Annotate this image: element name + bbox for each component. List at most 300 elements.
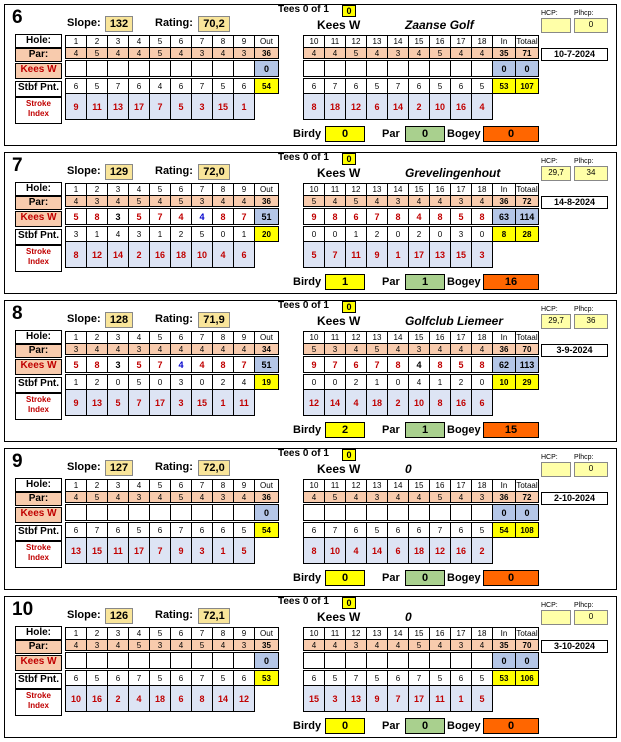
score-input[interactable]: 8 — [430, 357, 451, 373]
hole-number: 16 — [430, 36, 451, 48]
stroke-index-value: 10 — [430, 94, 451, 120]
empty-cell — [255, 94, 279, 120]
par-value: 4 — [388, 344, 409, 355]
par-value: 4 — [234, 344, 255, 355]
score-input[interactable]: 4 — [192, 209, 213, 225]
stroke-label: Stroke — [26, 691, 51, 700]
totaal-header: Totaal — [516, 481, 538, 490]
score-input[interactable]: 8 — [388, 209, 409, 225]
stableford-points: 6 — [388, 523, 409, 538]
score-input[interactable]: 4 — [409, 357, 430, 373]
score-input[interactable] — [171, 653, 192, 669]
out-header: Out — [255, 332, 279, 344]
front-nine-table — [65, 331, 279, 416]
score-input[interactable] — [304, 505, 325, 521]
stroke-index-value: 15 — [451, 242, 472, 268]
plhcp-value: 34 — [574, 166, 608, 181]
stableford-points: 6 — [234, 671, 255, 686]
out-score: 0 — [255, 653, 279, 669]
hole-number: 12 — [346, 480, 367, 492]
par-value: 3 — [192, 48, 213, 59]
stableford-points: 6 — [108, 523, 129, 538]
score-input[interactable] — [367, 61, 388, 77]
score-input[interactable]: 6 — [346, 357, 367, 373]
par-label: Par — [382, 720, 400, 732]
score-input[interactable] — [472, 505, 493, 521]
par-value: 4 — [129, 48, 150, 59]
par-label: Par — [382, 276, 400, 288]
score-input[interactable] — [367, 505, 388, 521]
par-value: 3 — [150, 640, 171, 651]
stroke-index-value: 5 — [108, 390, 129, 416]
stroke-index-value: 8 — [304, 94, 325, 120]
stroke-label: Stroke — [26, 99, 51, 108]
score-input[interactable]: 8 — [388, 357, 409, 373]
hole-number: 14 — [388, 628, 409, 640]
score-input[interactable] — [213, 61, 234, 77]
stbf-label: Stbf Pnt. — [15, 525, 62, 541]
score-input[interactable] — [430, 653, 451, 669]
hole-number: 11 — [325, 184, 346, 196]
score-input[interactable] — [451, 653, 472, 669]
score-input[interactable] — [325, 61, 346, 77]
rating-value: 71,9 — [198, 312, 230, 328]
score-input[interactable]: 8 — [430, 209, 451, 225]
hole-number: 4 — [129, 36, 150, 48]
plhcp-value: 0 — [574, 610, 608, 625]
score-input[interactable] — [171, 505, 192, 521]
hole-number: 7 — [192, 36, 213, 48]
par-value: 3 — [192, 196, 213, 207]
in-stableford: 8 — [493, 227, 516, 242]
par-count: 0 — [405, 718, 445, 734]
round-date: 10-7-2024 — [541, 48, 608, 61]
par-value: 4 — [346, 344, 367, 355]
score-input[interactable]: 8 — [87, 357, 108, 373]
stableford-points: 6 — [66, 523, 87, 538]
bogey-count: 15 — [483, 422, 539, 438]
stableford-points: 3 — [66, 227, 87, 242]
back-nine-table — [303, 331, 539, 416]
tees-value: 0 — [342, 301, 356, 313]
score-input[interactable] — [451, 505, 472, 521]
in-par: 36 — [493, 492, 516, 503]
hole-number: 12 — [346, 332, 367, 344]
stroke-index-value: 11 — [87, 94, 108, 120]
score-input[interactable]: 8 — [213, 209, 234, 225]
totaal-header: Totaal — [516, 185, 538, 194]
hole-number: 10 — [304, 480, 325, 492]
par-value: 4 — [430, 196, 451, 207]
stableford-points: 0 — [304, 227, 325, 242]
par-count: 1 — [405, 274, 445, 290]
score-input[interactable]: 8 — [325, 209, 346, 225]
stableford-points: 6 — [451, 671, 472, 686]
score-input[interactable] — [129, 653, 150, 669]
slope-label: Slope: — [67, 609, 101, 621]
score-input[interactable]: 7 — [150, 357, 171, 373]
empty-cell — [255, 390, 279, 416]
hole-number: 14 — [388, 332, 409, 344]
score-input[interactable]: 7 — [150, 209, 171, 225]
out-score: 0 — [255, 61, 279, 77]
par-value: 4 — [472, 344, 493, 355]
score-input[interactable]: 5 — [129, 357, 150, 373]
stroke-index-value: 5 — [234, 538, 255, 564]
score-input[interactable]: 9 — [304, 209, 325, 225]
in-par: 35 — [493, 640, 516, 651]
player-name: Kees W — [317, 18, 361, 32]
score-input[interactable] — [66, 505, 87, 521]
score-input[interactable] — [192, 505, 213, 521]
hcp-value — [541, 18, 571, 33]
stroke-index-value: 9 — [66, 94, 87, 120]
out-par: 36 — [255, 48, 279, 59]
score-input[interactable]: 4 — [171, 357, 192, 373]
stableford-points: 7 — [346, 671, 367, 686]
player-name: Kees W — [317, 462, 361, 476]
par-value: 3 — [325, 344, 346, 355]
score-input[interactable]: 4 — [171, 209, 192, 225]
par-value: 4 — [451, 492, 472, 503]
index-label: Index — [28, 701, 49, 710]
stroke-index-value: 2 — [472, 538, 493, 564]
hole-number: 16 — [430, 480, 451, 492]
stroke-index-value: 6 — [472, 390, 493, 416]
par-value: 4 — [472, 640, 493, 651]
stroke-index-value: 14 — [108, 242, 129, 268]
score-input[interactable] — [304, 61, 325, 77]
hole-number: 9 — [234, 184, 255, 196]
stableford-points: 0 — [388, 375, 409, 390]
score-input[interactable]: 7 — [367, 209, 388, 225]
par-value: 4 — [409, 196, 430, 207]
par-value: 4 — [367, 196, 388, 207]
par-value: 4 — [346, 492, 367, 503]
stroke-index-value: 18 — [325, 94, 346, 120]
score-input[interactable]: 4 — [409, 209, 430, 225]
stroke-label: Stroke — [26, 395, 51, 404]
stroke-index-value: 12 — [430, 538, 451, 564]
par-value: 4 — [451, 48, 472, 59]
in-header: In — [493, 332, 516, 344]
course-name: Golfclub Liemeer — [405, 314, 504, 328]
score-input[interactable] — [87, 505, 108, 521]
hole-number: 9 — [234, 332, 255, 344]
hole-number: 18 — [472, 628, 493, 640]
score-input[interactable] — [213, 653, 234, 669]
par-value: 4 — [388, 640, 409, 651]
score-input[interactable] — [346, 653, 367, 669]
hole-number: 17 — [451, 628, 472, 640]
stableford-points: 7 — [409, 671, 430, 686]
stableford-points: 7 — [325, 523, 346, 538]
score-input[interactable] — [150, 61, 171, 77]
empty-cell — [255, 242, 279, 268]
stroke-index-value: 7 — [388, 686, 409, 712]
score-input[interactable] — [409, 61, 430, 77]
index-label: Index — [28, 405, 49, 414]
score-input[interactable] — [388, 505, 409, 521]
score-input[interactable]: 8 — [213, 357, 234, 373]
hcp-label: HCP: — [541, 602, 558, 609]
score-input[interactable] — [87, 61, 108, 77]
score-input[interactable] — [171, 61, 192, 77]
score-input[interactable]: 3 — [108, 357, 129, 373]
score-input[interactable]: 4 — [192, 357, 213, 373]
hole-number: 1 — [66, 36, 87, 48]
out-score: 51 — [255, 357, 279, 373]
par-value: 3 — [66, 344, 87, 355]
birdy-label: Birdy — [293, 720, 322, 732]
hole-number: 4 — [129, 480, 150, 492]
par-value: 5 — [192, 640, 213, 651]
stableford-points: 0 — [472, 227, 493, 242]
stableford-points: 5 — [367, 671, 388, 686]
stroke-index-value: 15 — [87, 538, 108, 564]
round-number: 7 — [12, 155, 23, 176]
score-input[interactable] — [108, 61, 129, 77]
stroke-index-value: 4 — [346, 538, 367, 564]
slope-value: 127 — [105, 460, 133, 476]
stableford-points: 2 — [409, 227, 430, 242]
par-value: 5 — [325, 492, 346, 503]
score-input[interactable]: 5 — [451, 357, 472, 373]
hole-number: 8 — [213, 184, 234, 196]
hole-number: 15 — [409, 332, 430, 344]
hole-number: 6 — [171, 332, 192, 344]
score-input[interactable]: 5 — [66, 209, 87, 225]
score-input[interactable]: 9 — [304, 357, 325, 373]
front-nine-table — [65, 35, 279, 120]
hole-number: 15 — [409, 184, 430, 196]
stableford-points: 7 — [129, 671, 150, 686]
stroke-index-value: 3 — [325, 686, 346, 712]
stroke-index-value: 11 — [430, 686, 451, 712]
slope-label: Slope: — [67, 17, 101, 29]
score-input[interactable]: 7 — [234, 357, 255, 373]
stableford-points: 5 — [213, 79, 234, 94]
stroke-index-value: 1 — [213, 390, 234, 416]
bogey-label: Bogey — [447, 720, 481, 732]
stroke-index-value: 3 — [192, 94, 213, 120]
stroke-index-value: 3 — [192, 538, 213, 564]
par-value: 4 — [472, 196, 493, 207]
player-row-label: Kees W — [15, 507, 62, 523]
par-value: 5 — [430, 48, 451, 59]
total-stableford: 29 — [516, 375, 539, 390]
score-input[interactable] — [66, 653, 87, 669]
score-input[interactable] — [409, 653, 430, 669]
stableford-points: 5 — [234, 523, 255, 538]
score-input[interactable] — [472, 61, 493, 77]
stroke-index-value: 7 — [150, 94, 171, 120]
score-input[interactable]: 6 — [346, 209, 367, 225]
par-value: 4 — [367, 48, 388, 59]
hole-number: 13 — [367, 480, 388, 492]
tees-value: 0 — [342, 153, 356, 165]
scorecard — [4, 4, 617, 146]
stroke-index-value: 14 — [325, 390, 346, 416]
in-stableford: 53 — [493, 671, 516, 686]
hole-number: 9 — [234, 36, 255, 48]
par-value: 4 — [66, 640, 87, 651]
back-nine-table — [303, 35, 539, 120]
score-input[interactable] — [87, 653, 108, 669]
stroke-index-value: 4 — [346, 390, 367, 416]
score-input[interactable] — [325, 505, 346, 521]
score-input[interactable]: 7 — [234, 209, 255, 225]
score-input[interactable] — [150, 505, 171, 521]
round-date: 2-10-2024 — [541, 492, 608, 505]
out-header: Out — [255, 628, 279, 640]
plhcp-value: 0 — [574, 18, 608, 33]
slope-label: Slope: — [67, 461, 101, 473]
par-value: 5 — [346, 196, 367, 207]
birdy-label: Birdy — [293, 128, 322, 140]
par-value: 3 — [451, 196, 472, 207]
hole-number: 6 — [171, 36, 192, 48]
score-input[interactable] — [409, 505, 430, 521]
bogey-count: 0 — [483, 718, 539, 734]
stableford-points: 0 — [325, 375, 346, 390]
par-value: 4 — [192, 492, 213, 503]
tees-label: Tees 0 of 1 — [278, 448, 329, 459]
par-label: Par: — [15, 196, 62, 210]
hole-number: 8 — [213, 332, 234, 344]
hole-label: Hole: — [15, 478, 62, 492]
bogey-label: Bogey — [447, 276, 481, 288]
in-score: 63 — [493, 209, 516, 225]
hole-number: 11 — [325, 628, 346, 640]
stableford-points: 5 — [325, 671, 346, 686]
out-score: 51 — [255, 209, 279, 225]
score-input[interactable] — [66, 61, 87, 77]
score-input[interactable] — [129, 505, 150, 521]
score-input[interactable]: 8 — [472, 209, 493, 225]
stableford-points: 5 — [129, 375, 150, 390]
stroke-index-value: 10 — [66, 686, 87, 712]
totaal-header: Totaal — [516, 333, 538, 342]
in-par: 36 — [493, 196, 516, 207]
score-input[interactable] — [388, 61, 409, 77]
score-input[interactable]: 8 — [472, 357, 493, 373]
score-input[interactable] — [192, 61, 213, 77]
score-input[interactable] — [304, 653, 325, 669]
stableford-points: 6 — [66, 79, 87, 94]
hole-number: 18 — [472, 332, 493, 344]
birdy-count: 2 — [325, 422, 365, 438]
par-value: 4 — [451, 344, 472, 355]
stableford-points: 0 — [325, 227, 346, 242]
par-count: 1 — [405, 422, 445, 438]
score-input[interactable] — [472, 653, 493, 669]
player-name: Kees W — [317, 166, 361, 180]
birdy-count: 1 — [325, 274, 365, 290]
stableford-points: 0 — [430, 227, 451, 242]
in-header: In — [493, 184, 516, 196]
stbf-label: Stbf Pnt. — [15, 377, 62, 393]
score-input[interactable]: 7 — [367, 357, 388, 373]
score-input[interactable] — [234, 61, 255, 77]
stroke-index-value: 2 — [129, 242, 150, 268]
round-date: 3-9-2024 — [541, 344, 608, 357]
score-input[interactable] — [430, 505, 451, 521]
stroke-index-value: 9 — [367, 242, 388, 268]
score-input[interactable]: 8 — [87, 209, 108, 225]
score-input[interactable] — [108, 505, 129, 521]
par-value: 5 — [304, 344, 325, 355]
stroke-index-value: 10 — [325, 538, 346, 564]
par-value: 3 — [129, 492, 150, 503]
score-input[interactable]: 7 — [325, 357, 346, 373]
scorecard — [4, 152, 617, 294]
score-input[interactable] — [325, 653, 346, 669]
score-input[interactable]: 5 — [451, 209, 472, 225]
stableford-points: 5 — [367, 523, 388, 538]
in-stableford: 54 — [493, 523, 516, 538]
hcp-label: HCP: — [541, 158, 558, 165]
hole-number: 3 — [108, 332, 129, 344]
back-nine-table — [303, 183, 539, 268]
hole-label: Hole: — [15, 182, 62, 196]
stableford-points: 5 — [430, 671, 451, 686]
score-input[interactable]: 5 — [129, 209, 150, 225]
par-value: 4 — [192, 344, 213, 355]
par-value: 4 — [430, 344, 451, 355]
par-value: 5 — [346, 48, 367, 59]
score-input[interactable] — [346, 61, 367, 77]
hole-number: 17 — [451, 36, 472, 48]
score-input[interactable] — [129, 61, 150, 77]
hole-number: 3 — [108, 628, 129, 640]
score-input[interactable] — [108, 653, 129, 669]
score-input[interactable] — [192, 653, 213, 669]
in-par: 36 — [493, 344, 516, 355]
score-input[interactable] — [451, 61, 472, 77]
hcp-label: HCP: — [541, 306, 558, 313]
hole-number: 4 — [129, 184, 150, 196]
hole-number: 8 — [213, 36, 234, 48]
par-value: 4 — [150, 196, 171, 207]
stroke-index-value: 3 — [472, 242, 493, 268]
stroke-index-label — [15, 245, 62, 272]
player-row-label: Kees W — [15, 359, 62, 375]
hole-number: 11 — [325, 36, 346, 48]
hole-number: 13 — [367, 628, 388, 640]
score-input[interactable] — [367, 653, 388, 669]
score-input[interactable]: 3 — [108, 209, 129, 225]
score-input[interactable] — [234, 653, 255, 669]
par-value: 5 — [171, 196, 192, 207]
stroke-index-value: 15 — [213, 94, 234, 120]
stableford-points: 6 — [108, 671, 129, 686]
stroke-index-value: 2 — [108, 686, 129, 712]
score-input[interactable] — [150, 653, 171, 669]
out-stableford: 53 — [255, 671, 279, 686]
bogey-count: 0 — [483, 570, 539, 586]
score-input[interactable] — [430, 61, 451, 77]
birdy-count: 0 — [325, 718, 365, 734]
score-input[interactable] — [234, 505, 255, 521]
score-input[interactable] — [346, 505, 367, 521]
stroke-index-value: 1 — [388, 242, 409, 268]
score-input[interactable] — [388, 653, 409, 669]
score-input[interactable] — [213, 505, 234, 521]
total-score: 113 — [516, 357, 539, 373]
score-input[interactable]: 5 — [66, 357, 87, 373]
stableford-points: 1 — [150, 227, 171, 242]
